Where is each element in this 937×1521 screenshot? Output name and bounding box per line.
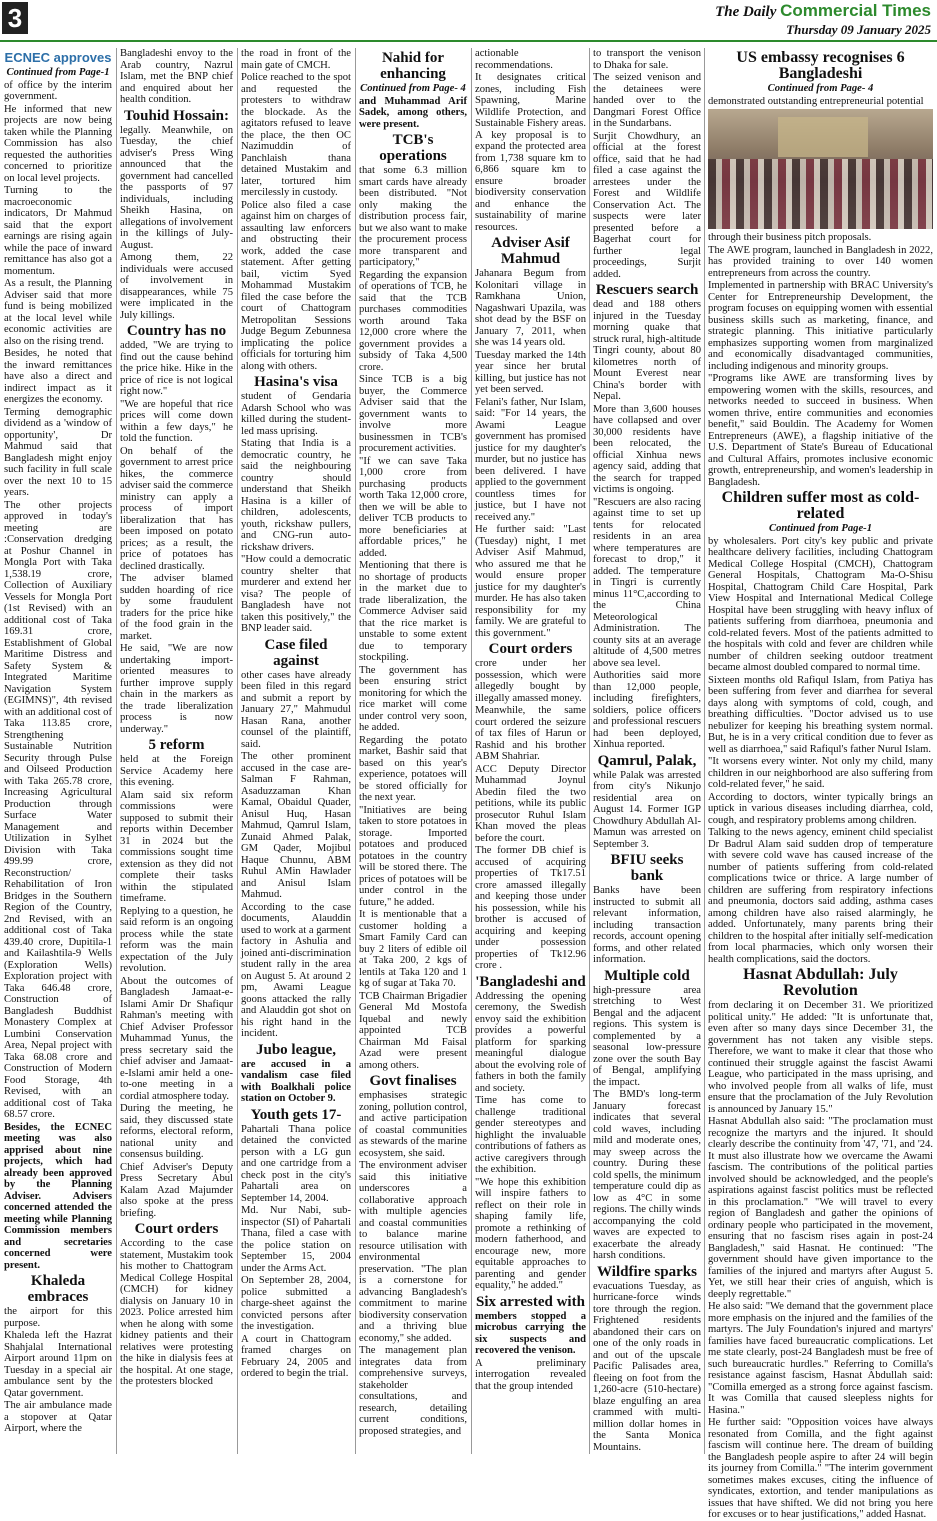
headline-bfiu: BFIU seeks bank (610, 852, 684, 884)
article-paragraph-bold: Besides, the ECNEC meeting was also apprised about nine projects, which had already been approved by the Planning Adviser. Advisers concerned attended the meeting while Planning Commission members and secretaries concerned were present. (4, 1121, 112, 1271)
paper-brand: Commercial Times (780, 1, 931, 20)
headline-case-filed: Case filed against (264, 636, 328, 669)
article-paragraph: He further said: "Opposition voices have always resonated from Comilla, and the fight against fascism will continue here. The dream of building the Bangladesh people aspire to after 24 will begin its journey from Comilla." "The interim government sometimes makes excuses, citing the influence of syndicates, extortion, and tender manipulations as issues that have shifted. We did not bring you here for excuses or to hear justifications," added Hasnat. (708, 1417, 933, 1520)
article-paragraph: He said, "We are now undertaking import-oriented measures to further improve supply chain in the markers as the trade liberalization process is now underway." (120, 643, 233, 735)
headline-hasina-visa: Hasina's visa (254, 374, 338, 390)
headline-nahid: Nahid for enhancing (380, 50, 446, 82)
headline-children-cold: Children suffer most as cold-related (721, 489, 920, 522)
article-paragraph: Mentioning that there is no shortage of products in the market due to trade liberalization, the Commerce Adviser said that the rice market is unstable to some extent due to temporary stockpiling. (359, 560, 467, 663)
article-paragraph: student of Gendaria Adarsh School who was killed during the student-led mass uprising. (241, 391, 351, 437)
article-paragraph: Alam said six reform commissions were supposed to submit their reports within December 31 in 2024 but the commissions sought time extension as they did not complete their tasks within the stipulated timeframe. (120, 789, 233, 904)
article-paragraph: Besides, he noted that the inward remittances have also a direct and indirect impact as it energizes the economy. (4, 348, 112, 405)
article-paragraph: Md. Nur Nabi, sub-inspector (SI) of Pahartali Thana, filed a case with the police station on September 15, 2004 under the Arms Act. (241, 1205, 351, 1274)
article-paragraph: Since TCB is a big buyer, the Commerce Adviser said that the government wants to involve more businessmen in TCB's procurement activities. (359, 374, 467, 454)
article-paragraph: During the meeting, he said, they discussed state reforms, electoral reform, national unity and consensus building. (120, 1103, 233, 1160)
article-paragraph: the airport for this purpose. (4, 1306, 112, 1329)
column-2 (120, 48, 233, 1456)
article-paragraph: According to the case statement, Mustakim took his mother to Chattogram Medical College Hospital (CMCH) for kidney dialysis on January 10 in 2023. Police arrested him when he along with some kidney patients and their relatives were protesting the hike in dialysis fees at the hospital. At one stage, the protesters blocked (120, 1238, 233, 1387)
column-divider (471, 48, 472, 1454)
column-6 (593, 48, 701, 1456)
article-paragraph: The other projects approved in today's meeting are :Conservation dredging at Poshur Channel in Mongla Port with Taka 1,538.19 crore, Collection of Auxiliary Vessels for Mongla Port (1st Revised) with an additional cost of Taka 169.31 crore, Establishment of Global Maritime Distress and Safety System & Integrated Maritime Navigation System (EGIMNS)", 4th revised with an additional cost of Taka 113.85 crore, Strengthening Sustainable Nutrition Security through Pulse and Oilseed Production with Taka 265.78 crore, Increasing Agricultural Production through Surface Water Management and Utilization in Sylhet Division with Taka 499.99 crore, Reconstruction/ Rehabilitation of Iron Bridges in the Southern Region of the Country, 2nd Revised, with an additional cost of Taka 439.40 crore, Dupitila-1 and Kailashtila-9 Wells (Exploration Wells) Exploration project with Taka 646.48 crore, Construction of Bangladesh Buddhist Monastery Complex at Lumbini Conservation Area, Nepal project with Taka 68.08 crore and Construction of Modern Food Storage, 4th Revised, with an additional cost of Taka 68.57 crore. (4, 499, 112, 1120)
article-paragraph: Bangladeshi envoy to the Arab country, Nazrul Islam, met the BNP chief and enquired about her health condition. (120, 48, 233, 105)
paper-name (715, 2, 931, 21)
article-paragraph: "We hope this exhibition will inspire fathers to reflect on their role in shaping family life, promote a rethinking of modern fatherhood, and encourage new, more equitable approaches to parenting and gender equality," he added." (475, 1176, 586, 1291)
article-paragraph-bold: are accused in a vandalism case filed with Boalkhali police station on October 9. (241, 1058, 351, 1104)
article-paragraph: "Programs like AWE are transforming lives by empowering women with the skills, resources, and networks needed to succeed in business. When women thrive, entire communities and economies benefit," said Bouldin. The Academy for Women Entrepreneurs (AWE), a flagship initiative of the U.S. Department of State's Bureau of Educational and Cultural Affairs, promotes inclusive economic growth, entrepreneurship, and women's leadership in Bangladesh. (708, 373, 933, 488)
headline-5-reform: 5 reform (148, 737, 205, 753)
article-paragraph: The air ambulance made a stopover at Qatar Airport, where the (4, 1400, 112, 1434)
continued-note: Continued from Page- 4 (360, 83, 466, 94)
article-paragraph: Banks have been instructed to submit all relevant information, including transaction records, account opening forms, and other related information. (593, 885, 701, 965)
headline-asif-mahmud: Adviser Asif Mahmud (491, 235, 570, 267)
article-paragraph: "It worsens every winter. Not only my child, many children in our neighborhood are also suffering from cold-related fever," he said. (708, 756, 933, 790)
headline-six-arrested: Six arrested with (476, 1293, 585, 1310)
headline-khaleda: Khaleda embraces (27, 1273, 89, 1305)
article-paragraph: other cases have already been filed in this regard and submit a report by January 27," Mahmudul Hasan Rana, another counsel of the plaintiff, said. (241, 669, 351, 750)
article-paragraph: that some 6.3 million smart cards have already been distributed. "Not only making the distribution process fair, but we also want to make the procurement process more transparent and participatory," (359, 165, 467, 268)
article-paragraph: emphasises strategic zoning, pollution control, and active participation of coastal communities as stewards of the marine ecosystem, she said. (359, 1090, 467, 1159)
article-paragraph: The BMD's long-term January forecast indicates that several cold waves, including mild and moderate ones, may sweep across the country. During these cold spells, the minimum temperature could dip as low as 4°C in some regions. The chilly winds accompanying the cold waves are expected to exacerbate the already harsh conditions. (593, 1089, 701, 1261)
article-paragraph: of office by the interim government. (4, 79, 112, 102)
article-paragraph: "If we can save Taka 1,000 crore from purchasing products worth Taka 12,000 crore, then we will be able to deliver TCB products to more beneficiaries at affordable prices," he added. (359, 455, 467, 559)
headline-youth-gets: Youth gets 17- (250, 1106, 342, 1123)
article-paragraph: The management plan integrates data from comprehensive surveys, stakeholder consultations, and research, detailing current conditions, proposed strategies, and (359, 1345, 467, 1437)
article-paragraph: A preliminary interrogation revealed that the group intended (475, 1357, 586, 1392)
photo-banner (778, 117, 868, 157)
masthead (0, 0, 937, 44)
article-paragraph: Jahanara Begum from Kolonitari village in Ramkhana Union, Nagashwari Upazila, was shot dead by the BSF on January 7, 2011, when she was 14 years old. (475, 268, 586, 348)
article-paragraph: Turning to the macroeconomic indicators, Dr Mahmud said that the export earnings are rising again while the pace of inward remittance has also got a momentum. (4, 185, 112, 277)
article-paragraph: "Rescuers are also racing against time to set up tents for relocated residents in an area where temperatures are forecast to drop," it added. The temperature in Tingri is currently minus 11°C,according to the China Meteorological Administration. The county sits at an average altitude of 4,500 metres above sea level. (593, 496, 701, 669)
article-paragraph: Felani's father, Nur Islam, said: "For 14 years, the Awami League government has promised justice for my daughter's murder, but no justice has been delivered. I have applied to the government countless times for justice, but I have not received any." (475, 396, 586, 523)
issue-date: Thursday 09 January 2025 (786, 22, 931, 37)
article-paragraph: He also said: "We demand that the government place more emphasis on the injured and the families of the martyrs. The July Foundation's injured and martyrs' families have faced bureaucratic complications. Let me state clearly, post-24 Bangladesh must be free of such bureaucratic hurdles." Referring to Comilla's resistance against fascism, Hasnat Abdullah said: "Comilla emerged as a strong force against fascism. It was Comilla that caused sleepless nights for Hasina." (708, 1301, 933, 1416)
article-paragraph: On behalf of the government to arrest price hikes, the commerce adviser said the commerce ministry can apply a process of import liberalization that has been imposed on potato prices; as a result, the price of potatoes has declined drastically. (120, 445, 233, 572)
article-paragraph: crore under her possession, which were allegedly bought by illegally amassed money. (475, 658, 586, 704)
article-paragraph: The government has been ensuring strict monitoring for which the rice market will come under control very soon, he added. (359, 664, 467, 733)
article-paragraph: TCB Chairman Brigadier General Md Mostofa Iquebal and newly appointed TCB Chairman Md Faisal Azad were present among others. (359, 990, 467, 1071)
headline-ecnec: ECNEC approves (4, 50, 112, 65)
article-paragraph: The adviser blamed sudden hoarding of rice by some fraudulent traders for the price hike of the food grain in the market. (120, 573, 233, 642)
article-paragraph: Surjit Chowdhury, an official at the forest office, said that he had filed a case against the arrestees under the Forest and Wildlife Conservation Act. The suspects were later presented before a Bagerhat court for further legal proceedings, Surjit added. (593, 130, 701, 280)
headline-multiple-cold: Multiple cold (604, 967, 690, 984)
page-number: 3 (2, 2, 28, 34)
article-paragraph: It is mentionable that a customer holding a Smart Family Card can buy 2 liters of edible oil at Taka 200, 2 kgs of lentils at Taka 120 and 1 kg of sugar at Taka 70. (359, 909, 467, 989)
continued-note: Continued from Page-1 (6, 67, 110, 78)
article-paragraph: the road in front of the main gate of CMCH. (241, 48, 351, 71)
article-paragraph: ACC Deputy Director Muhammad Joynul Abedin filed the two petitions, while its public prosecutor Ruhul Islam Khan moved the pleas before the court. (475, 763, 586, 844)
group-photo (708, 109, 933, 229)
article-paragraph: The seized venison and the detainees were handed over to the Dangmari Forest Office in the Sundarbans. (593, 72, 701, 129)
article-paragraph: Terming demographic dividend as a 'window of opportunity', Dr Mahmud said that Bangladesh might enjoy such facility in full scale over the next 10 to 15 years. (4, 406, 112, 498)
headline-govt-finalises: Govt finalises (369, 1073, 457, 1089)
article-paragraph: Sixteen months old Rafiqul Islam, from Patiya has been suffering from fever and diarrhea for several days along with symptoms of cold, cough, and breathing difficulties. "Doctor advised us to use nebulizer for keeping his breathing system normal. But, he is in a very critical condition due to fever as well as diarrhoea," said Rafiqul's father Nurul Islam. (708, 674, 933, 755)
article-paragraph: The AWE program, launched in Bangladesh in 2022, has provided training to over 140 women entrepreneurs from across the country. (708, 244, 933, 279)
article-paragraph: About the outcomes of Bangladesh Jamaat-e-Islami Amir Dr Shafiqur Rahman's meeting with Chief Adviser Professor Muhammad Yunus, the press secretary said the chief adviser and Jamaat-e-Islami amir held a one-to-one meeting in a cordial atmosphere today. (120, 975, 233, 1102)
continued-note: Continued from Page-1 (769, 523, 872, 534)
article-paragraph: As a result, the Planning Adviser said that more fund is being mobilized at the local level while economic activities are also on the rising trend. (4, 278, 112, 347)
article-paragraph: More than 3,600 houses have collapsed and over 30,000 residents have been relocated, the official Xinhua news agency said, adding that the search for trapped victims is ongoing. (593, 403, 701, 495)
article-paragraph-bold: members stopped a microbus carrying the six suspects and recovered the venison. (475, 1310, 586, 1356)
headline-court-orders: Court orders (134, 1221, 219, 1237)
article-paragraph: Among them, 22 individuals were accused of involvement in disappearances, while 75 were implicated in the July killings. (120, 252, 233, 321)
column-4 (359, 48, 467, 1456)
article-paragraph: Regarding the potato market, Bashir said that based on this year's experience, potatoes will be stored officially for the next year. (359, 734, 467, 803)
column-divider (237, 48, 238, 1454)
article-paragraph: He informed that new projects are now being taken while the Planning Commission has also requested the authorities concerned to prioritize on local level projects. (4, 103, 112, 184)
column-divider (116, 48, 117, 1454)
article-paragraph: Khaleda left the Hazrat Shahjalal International Airport around 11pm on Tuesday in a special air ambulance sent by the Qatar government. (4, 1330, 112, 1399)
column-divider (355, 48, 356, 1454)
article-paragraph: Police also filed a case against him on charges of assaulting law enforcers and obstructing their work, added the case statement. After getting bail, victim Syed Mohammad Mustakim filed the case before the court of Chattogram Metropolitan Sessions Judge Begum Zebunnesa implicating the police officials for torturing him along with others. (241, 199, 351, 372)
article-paragraph: from declaring it on December 31. We prioritized political unity." He added: "It is unfortunate that, even after so many days since December 31, the government has not taken any visible steps. Therefore, we want to make it clear that those who continued their struggle against the fascist Awami League, who participated in the mass uprising, and who involved people from all walks of life, must ensure that the proclamation of the July Revolution is announced by January 15." (708, 1000, 933, 1115)
article-paragraph: Regarding the expansion of operations of TCB, he said that the TCB purchases commodities worth around Taka 12,000 crore where the government provides a subsidy of Taka 4,500 crore. (359, 269, 467, 373)
article-paragraph: A court in Chattogram framed charges on February 24, 2005 and ordered to begin the trial. (241, 1333, 351, 1379)
article-paragraph: According to the case documents, Alauddin used to work at a garment factory in Ashulia and joined anti-discrimination student rally in the area on August 5. At around 2 pm, Awami League goons attacked the rally and Alauddin got shot on his right hand in the incident. (241, 901, 351, 1039)
article-paragraph: demonstrated outstanding entrepreneurial potential (708, 95, 924, 107)
column-3 (241, 48, 351, 1456)
headline-country: Country has no (126, 323, 227, 339)
article-paragraph: It designates critical zones, including Fish Spawning, Marine Wildlife Protection, and Sustainable Fishery areas. A key proposal is to expand the protected area from 1,738 square km to 6,866 square km to ensure broader biodiversity conservation and enhance the sustainability of marine resources. (475, 72, 586, 233)
article-paragraph: to transport the venison to Dhaka for sale. (593, 48, 701, 71)
article-paragraph: Stating that India is a democratic country, he said the neighbouring country should understand that Sheikh Hasina is a killer of children, adolescents, youth, rickshaw pullers, and CNG-run auto-rickshaw drivers. (241, 438, 351, 553)
article-paragraph: "Initiatives are being taken to store potatoes in storage. Imported potatoes and produced potatoes in the country will be stored there. The prices of potatoes will be under control in the future," he added. (359, 804, 467, 908)
article-paragraph: Police reached to the spot and requested the protesters to withdraw the blockade. As the agitators refused to leave the place, the then OC Nazimuddin of Panchlaish thana detained Mustakim and later, tortured him mercilessly in custody. (241, 72, 351, 198)
article-paragraph: Tuesday marked the 14th year since her brutal killing, but justice has not yet been served. (475, 349, 586, 395)
article-paragraph: Hasnat Abdullah also said: "The proclamation must recognize the martyrs and the injured. It should clearly describe the continuity from '47, '71, and '24. It must also illustrate how we overcame the Awami fascism. The contributions of the political parties involved should be acknowledged, and the people's aspirations against fascist politics must be reflected in this proclamation." "We will travel to every region of Bangladesh and gather the opinions of ordinary people who participated in the movement, ensuring that no fascism rises again in post-24 Bangladesh," said Hasnat. He continued: "The government should have given importance to the families of the injured and martyrs after August 5. Yet, we still hear their cries of anguish, which is deeply regrettable." (708, 1116, 933, 1300)
column-7 (708, 48, 933, 1520)
article-paragraph: The environment adviser said this initiative underscores a collaborative approach with multiple agencies and coastal communities to balance marine resource utilisation with environmental preservation. "The plan is a cornerstone for advancing Bangladesh's commitment to marine biodiversity conservation and a thriving blue economy," she added. (359, 1160, 467, 1344)
headline-hasnat: Hasnat Abdullah: July Revolution (743, 966, 898, 999)
continued-note: Continued from Page- 4 (767, 83, 874, 94)
article-paragraph: Addressing the opening ceremony, the Swedish envoy said the exhibition provides a powerful platform for sparking meaningful dialogue about the evolving role of fathers in both the family and society. (475, 990, 586, 1094)
article-paragraph: dead and 188 others injured in the Tuesday morning quake that struck rural, high-altitude Tingri county, about 80 kilometres north of Mount Everest near China's border with Nepal. (593, 299, 701, 402)
article-paragraph: legally. Meanwhile, on Tuesday, the chief adviser's Press Wing announced that the government had cancelled the passports of 97 individuals, including Sheikh Hasina, on allegations of involvement in the killings of July-August. (120, 124, 233, 251)
article-paragraph: evacuations Tuesday, as hurricane-force winds tore through the region. Frightened residents abandoned their cars on one of the only roads in and out of the upscale Pacific Palisades area, fleeing on foot from the 1,260-acre (510-hectare) blaze engulfing an area crammed with multi-million dollar homes in the Santa Monica Mountains. (593, 1280, 701, 1453)
headline-bangladeshi: 'Bangladeshi and (475, 973, 586, 990)
headline-court-orders-2: Court orders (488, 641, 573, 657)
article-paragraph: high-pressure area stretching to West Bengal and the adjacent regions. This system is complemented by a seasonal low-pressure zone over the south Bay of Bengal, amplifying the impact. (593, 984, 701, 1088)
article-paragraph-bold: and Muhammad Arif Sadek, among others, were present. (359, 95, 467, 130)
column-divider (704, 48, 705, 1454)
column-5 (475, 48, 586, 1456)
article-paragraph: He further said: "Last (Tuesday) night, I met Adviser Asif Mahmud, who assured me that he would ensure proper justice for my daughter's murder. He has also taken responsibility for my family. We are grateful to this government." (475, 524, 586, 639)
article-paragraph: On September 28, 2004, police submitted a charge-sheet against the convicted persons after the investigation. (241, 1275, 351, 1332)
article-paragraph: Talking to the news agency, eminent child specialist Dr Badrul Alam said sudden drop of temperature with severe cold wave has caused increase of the number of patients suffering from cold-related complications twice or thrice. A large number of children are suffering from respiratory infections and pneumonia, doctors said adding, asthma cases among children have also raised alarmingly, he added. Unfortunately, many parents bring their children to the hospital after initially self-medication from local pharmacies, which only worsen their health complications, said the doctors. (708, 827, 933, 965)
headline-touhid: Touhid Hossain: (124, 107, 229, 124)
article-paragraph: Implemented in partnership with BRAC University's Center for Entrepreneurship Development, the program focuses on equipping women with essential business skills such as marketing, finance, and strategic planning. This initiative particularly emphasizes supporting women from marginalized and economically disadvantaged communities, including indigenous and minority groups. (708, 280, 933, 372)
masthead-rule (0, 40, 937, 42)
photo-crowd (708, 159, 933, 229)
article-paragraph: held at the Foreign Service Academy here this evening. (120, 754, 233, 788)
article-paragraph: Authorities said more than 12,000 people, including firefighters, soldiers, police officers and professional rescuers had been deployed, Xinhua reported. (593, 670, 701, 750)
article-paragraph: added, "We are trying to find out the cause behind the price hike. Hike in the price of rice is not logical right now." (120, 340, 233, 397)
article-paragraph: Meanwhile, the same court ordered the seizure of tax files of Harun or Rashid and his brother ABM Shahriar. (475, 705, 586, 762)
column-divider (589, 48, 590, 1454)
headline-jubo-league: Jubo league, (255, 1041, 336, 1058)
headline-tcb: TCB's operations (379, 132, 447, 164)
article-paragraph: actionable recommendations. (475, 48, 553, 71)
column-1 (4, 48, 112, 1456)
article-paragraph: by wholesalers. Port city's key public and private healthcare delivery facilities, including Chattogram Medical College Hospital (CMCH), Chattogram General Hospitals, Chattogram Ma-O-Shisu Hospital, Chattogram Child Care Hospital, Park View Hospital and International Medical College Hospital have been struggling with heavy influx of patients suffering from diarrhoea, pneumonia and cold-related fevers. Most of the patients admitted to the hospitals with cold and fever are children while number of children seeking outdoor treatment became almost doubled compared to normal time. (708, 535, 933, 673)
article-paragraph: through their business pitch proposals. (708, 232, 872, 243)
article-paragraph: Chief Adviser's Deputy Press Secretary Abul Kalam Azad Majumder also spoke at the press briefing. (120, 1161, 233, 1219)
headline-us-embassy: US embassy recognises 6 Bangladeshi (736, 49, 905, 82)
article-paragraph: According to doctors, winter typically brings an uptick in various diseases including diarrhea, cold, cough, and respiratory problems among children. (708, 791, 933, 826)
article-paragraph: "We are hopeful that rice prices will come down within a few days," he told the function. (120, 398, 233, 444)
headline-qamrul: Qamrul, Palak, (597, 752, 697, 769)
article-paragraph: Time has come to challenge traditional gender stereotypes and highlight the invaluable contributions of fathers as active caregivers through the exhibition. (475, 1095, 586, 1175)
article-paragraph: Replying to a question, he said reform is an ongoing process while the state reform was the main expectation of the July revolution. (120, 905, 233, 974)
article-paragraph: The former DB chief is accused of acquiring properties of Tk17.51 crore amassed illegally and keeping those under his possession, while his brother is accused of acquiring and keeping under possession properties of Tk12.96 crore . (475, 845, 586, 971)
article-paragraph: Pahartali Thana police detained the convicted person with a LG gun and one cartridge from a check post in the city's Pahartali area on September 14, 2004. (241, 1123, 351, 1204)
article-paragraph: "How could a democratic country shelter that murderer and extend her visa? The people of Bangladesh have not taken this positively," the BNP leader said. (241, 554, 351, 634)
article-paragraph: The other prominent accused in the case are- Salman F Rahman, Asaduzzaman Khan Kamal, Obaidul Quader, Anisul Huq, Hasan Mahmud, Qamrul Islam, Zunaid Ahmed Palak, GM Qader, Mojibul Haque Chunnu, ABM Ruhul AMin Hawlader and Anisul Islam Mahmud. (241, 751, 351, 900)
article-paragraph: while Palak was arrested from city's Nikunjo residential area on August 14. Former IGP Chowdhury Abdullah Al-Mamun was arrested on September 3. (593, 769, 701, 850)
headline-rescuers: Rescuers search (595, 282, 699, 298)
paper-prefix: The Daily (715, 4, 777, 20)
headline-wildfire: Wildfire sparks (597, 1263, 697, 1280)
